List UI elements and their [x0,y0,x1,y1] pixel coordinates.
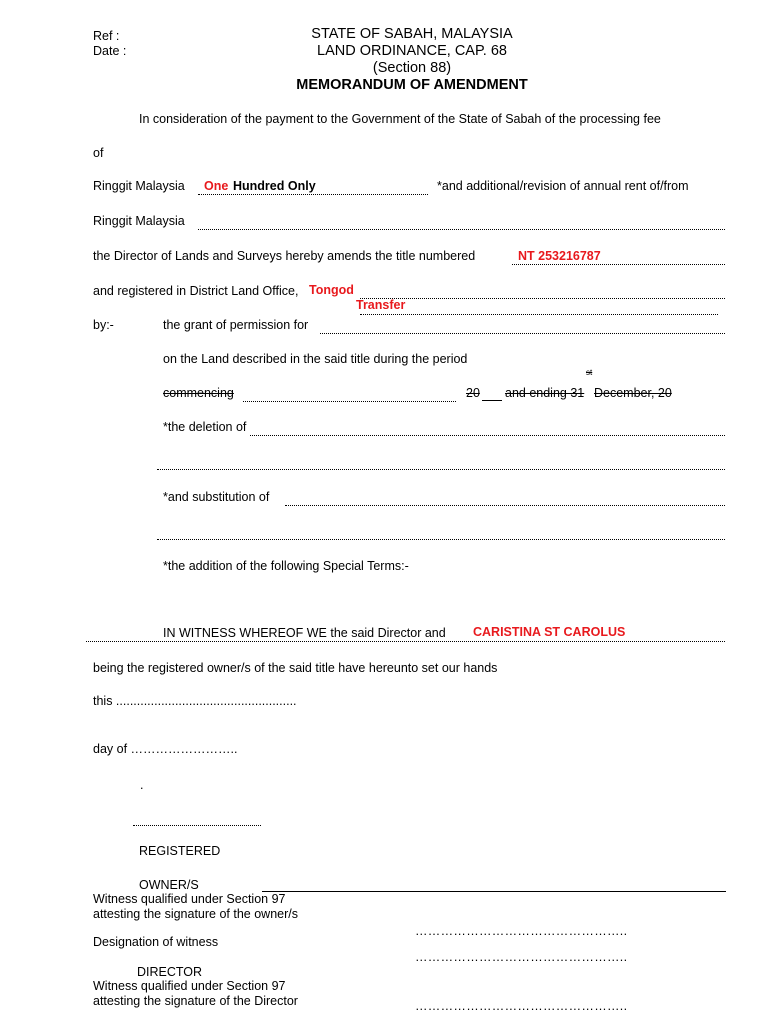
registered-in-text: and registered in District Land Office, [93,284,299,298]
rent-field-line [198,229,725,230]
owner-name: CARISTINA ST CAROLUS [473,625,626,639]
title-number: NT 253216787 [518,249,601,263]
transfer-text: Transfer [356,298,406,312]
amount-red: One [204,179,229,193]
witness-qualified-director-2: attesting the signature of the Director [93,994,298,1008]
commencing-text: commencing [163,386,234,400]
day-of-label: day of …………………….. [93,742,238,756]
amount-field-line [198,194,428,195]
document-title: MEMORANDUM OF AMENDMENT [296,77,528,93]
grant-text: the grant of permission for [163,318,309,332]
header-ordinance: LAND ORDINANCE, CAP. 68 [317,43,507,59]
year-blank [482,400,502,401]
on-land-text: on the Land described in the said title during the period [163,352,468,366]
owner-witness-signature-dots: ………………………………………….. [415,924,628,938]
deletion-line [250,435,725,436]
by-label: by:- [93,318,114,332]
consideration-text: In consideration of the payment to the Government of the State of Sabah of the processing fee [139,112,661,126]
header-state: STATE OF SABAH, MALAYSIA [311,26,513,42]
substitution-line-2 [157,539,725,540]
deletion-line-2 [157,469,725,470]
owner-divider-line [262,891,726,892]
witness-qualified-director-1: Witness qualified under Section 97 [93,979,286,993]
additional-rent-text: *and additional/revision of annual rent of/from [437,179,689,193]
ringgit-label-2: Ringgit Malaysia [93,214,185,228]
witness-line [86,641,725,642]
deletion-text: *the deletion of [163,420,247,434]
owner-signature-line [133,825,261,826]
this-label: this .................................................... [93,694,297,708]
district-name: Tongod [309,283,354,297]
december-text: December, 20 [594,386,672,400]
of-text: of [93,146,104,160]
district-line-2 [360,314,718,315]
substitution-line [285,505,725,506]
witness-whereof-text: IN WITNESS WHEREOF WE the said Director and [163,626,446,640]
director-label: DIRECTOR [137,965,203,979]
designation-label: Designation of witness [93,935,219,949]
district-line [360,298,725,299]
amount-rest: Hundred Only [233,179,316,193]
commencing-line [243,401,456,402]
period-mark: . [140,778,144,792]
title-number-line [512,264,725,265]
ending-text: and ending 31 [505,386,585,400]
header-section: (Section 88) [372,60,452,76]
owners-label: OWNER/S [139,878,199,892]
designation-dots: ………………………………………….. [415,950,628,964]
ref-label: Ref : [93,29,120,43]
substitution-text: *and substitution of [163,490,270,504]
registered-label: REGISTERED [139,844,221,858]
witness-qualified-owner-2: attesting the signature of the owner/s [93,907,298,921]
witness-qualified-owner-1: Witness qualified under Section 97 [93,892,286,906]
date-label: Date : [93,44,127,58]
ringgit-label: Ringgit Malaysia [93,179,185,193]
being-registered-text: being the registered owner/s of the said title have hereunto set our hands [93,661,498,675]
director-amends-text: the Director of Lands and Surveys hereby amends the title numbered [93,249,476,263]
special-terms-text: *the addition of the following Special Terms:- [163,559,409,573]
grant-line [320,333,725,334]
st-superscript: st [586,368,593,377]
year-20: 20 [466,386,480,400]
director-witness-signature-dots: ………………………………………….. [415,999,628,1013]
